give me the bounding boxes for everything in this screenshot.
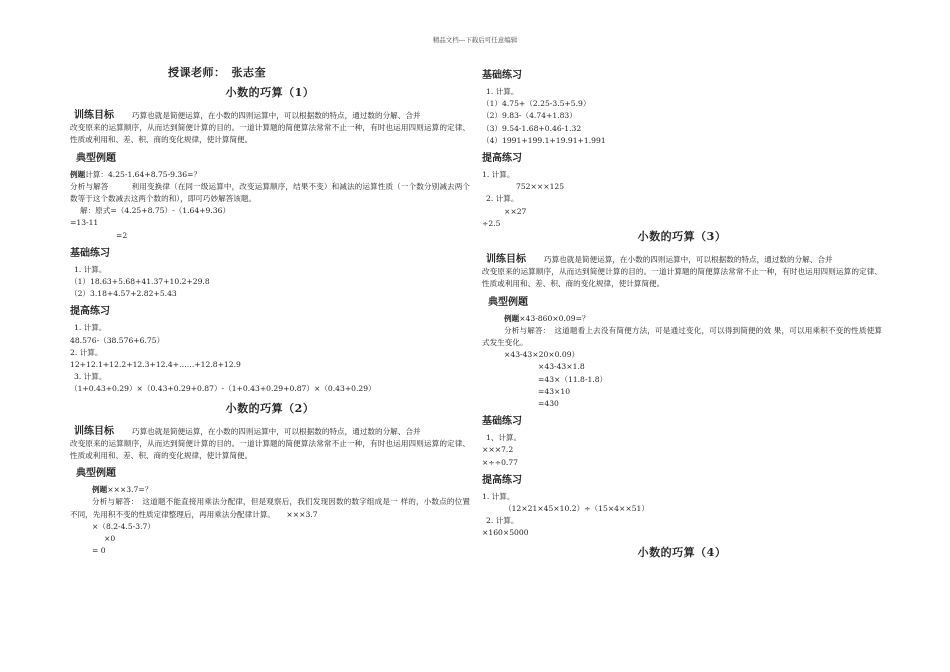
- solution-line: ×43-43×20×0.09）: [504, 350, 580, 360]
- solution-line: ×0: [104, 534, 116, 544]
- teacher-name: 授课老师： 张志奎: [168, 66, 266, 79]
- exercise-line: 752×××125: [516, 182, 565, 192]
- example-text: 计算：4.25-1.64+8.75-9.36=？: [85, 169, 202, 179]
- exercise-line: 1、计算。: [486, 433, 522, 443]
- analysis-text: 分析与解答： 这道题看上去没有简便方法，可是通过变化，可以得到简便的效 果，可以用乘积不变的性质使算式发生变化。: [482, 325, 882, 348]
- exercise-line: 12+12.1+12.2+12.3+12.4+……+12.8+12.9: [70, 360, 241, 370]
- training-goal-3: [482, 254, 882, 266]
- exercise-line: 1. 计算。: [482, 491, 515, 501]
- basic-practice-heading: 基础练习: [482, 70, 522, 81]
- training-goal-1: [70, 110, 470, 122]
- right-column: [482, 64, 882, 570]
- exercise-line: ×÷÷0.77: [482, 457, 518, 467]
- goal-text: 巧算也就是简便运算，在小数的四则运算中，可以根据数的特点，通过数的分解、合并: [544, 255, 833, 265]
- exercise-line: （4）1991+199.1+19.91+1.991: [482, 135, 606, 145]
- example-heading: 典型例题: [488, 296, 528, 308]
- exercise-line: 3. 计算。: [74, 372, 107, 382]
- example-heading: 典型例题: [76, 152, 116, 164]
- training-goal-label: 训练目标: [74, 425, 114, 437]
- solution-line: ×（8.2-4.5-3.7）: [92, 521, 155, 531]
- example-line: [482, 313, 882, 325]
- exercise-line: 1. 计算。: [74, 264, 107, 274]
- exercise-line: （1）4.75+（2.25-3.5+5.9）: [482, 99, 591, 109]
- advanced-practice-heading: 提高练习: [482, 474, 522, 486]
- solution-line: =430: [538, 399, 559, 409]
- exercise-line: （3）9.54-1.68+0.46-1.32: [482, 123, 582, 133]
- advanced-practice-heading: 提高练习: [482, 153, 522, 165]
- solution-line: = 0: [92, 546, 106, 556]
- page-header: 精品文档---下载后可任意编辑: [432, 36, 518, 44]
- analysis-text: 分析与解答： 这道题不能直接用乘法分配律，但是观察后，我们发现因数的数字组成是一 样的，小数点的位置不同，先用积不变的性质定律整理后，再用乘法分配律计算。 ×××3.7: [70, 497, 470, 519]
- section-title-4: 小数的巧算（4）: [637, 545, 727, 559]
- solution-line: ×43-43×1.8: [538, 362, 585, 372]
- exercise-line: （1+0.43+0.29）×（0.43+0.29+0.87）-（1+0.43+0.29+0.87）×（0.43+0.29）: [70, 384, 376, 394]
- section-title-3: 小数的巧算（3）: [637, 230, 727, 244]
- example-text: ×××3.7=？: [107, 485, 153, 495]
- example-heading: 典型例题: [76, 468, 116, 480]
- exercise-line: 2. 计算。: [486, 516, 519, 526]
- example-label: 例题: [92, 485, 108, 495]
- solution-line: =2: [116, 230, 128, 240]
- basic-practice-heading: 基础练习: [482, 416, 522, 428]
- section-title-1: 小数的巧算（1）: [225, 86, 315, 99]
- basic-practice-heading: 基础练习: [70, 247, 110, 259]
- exercise-line: （2）9.83-（4.74+1.83）: [482, 111, 577, 121]
- exercise-line: ××27: [504, 206, 527, 216]
- exercise-line: ×160×5000: [482, 528, 529, 538]
- exercise-line: 48.576-（38.576+6.75）: [70, 335, 165, 345]
- solution-line: =43×10: [538, 386, 571, 396]
- solution-line: =43×（11.8-1.8）: [538, 374, 608, 384]
- exercise-line: 2. 计算。: [70, 347, 103, 357]
- goal-text: 巧算也就是简便运算，在小数的四则运算中，可以根据数的特点，通过数的分解、合并: [132, 111, 421, 120]
- exercise-line: 1. 计算。: [74, 323, 107, 333]
- goal-text-cont: 改变原来的运算顺序，从而达到简便计算的目的。一道计算题的简便算法常常不止一种，有时也运用四则运算的定律、性质或利用和、差、积、商的变化规律，使计算简便。: [482, 267, 882, 289]
- example-label: 例题: [504, 313, 520, 323]
- example-line: [70, 169, 470, 181]
- section-title-2: 小数的巧算（2）: [225, 401, 315, 415]
- analysis-text: 分析与解答 利用变换律（在同一级运算中，改变运算顺序，结果不变）和减法的运算性质（一个数分别减去两个数等于这个数减去这两个数的和），即可巧妙解答该题。: [70, 181, 470, 204]
- exercise-line: ×××7.2: [482, 445, 514, 455]
- example-label: 例题: [70, 169, 86, 179]
- exercise-line: 2. 计算。: [486, 194, 519, 204]
- advanced-practice-heading: 提高练习: [70, 306, 110, 318]
- training-goal-label: 训练目标: [486, 254, 526, 266]
- training-goal-2: [70, 426, 470, 438]
- solution-line: 解：原式=（4.25+8.75）-（1.64+9.36）: [80, 206, 231, 216]
- exercise-line: （2）3.18+4.57+2.82+5.43: [70, 289, 177, 299]
- solution-line: =13-11: [70, 218, 99, 228]
- goal-text-cont: 改变原来的运算顺序，从而达到简便计算的目的。一道计算题的简便算法常常不止一种，有时也运用四则运算的定律、性质或利用和、差、积、商的变化规律，使计算简便。: [70, 123, 470, 145]
- example-line: [70, 484, 470, 496]
- training-goal-label: 训练目标: [74, 110, 114, 121]
- goal-text: 巧算也就是简便运算，在小数的四则运算中，可以根据数的特点，通过数的分解、合并: [132, 426, 421, 436]
- exercise-line: 1. 计算。: [486, 87, 519, 96]
- exercise-line: 1. 计算。: [482, 170, 515, 180]
- left-column: [70, 64, 470, 557]
- goal-text-cont: 改变原来的运算顺序，从而达到简便计算的目的。一道计算题的简便算法常常不止一种，有时也运用四则运算的定律、性质或利用和、差、积、商的变化规律，使计算简便。: [70, 438, 470, 461]
- exercise-line: （1）18.63+5.68+41.37+10.2+29.8: [70, 277, 210, 287]
- exercise-line: ÷2.5: [482, 218, 501, 228]
- example-text: ×43-860×0.09=？: [519, 313, 590, 323]
- exercise-line: （12×21×45×10.2）÷（15×4××51）: [504, 504, 649, 514]
